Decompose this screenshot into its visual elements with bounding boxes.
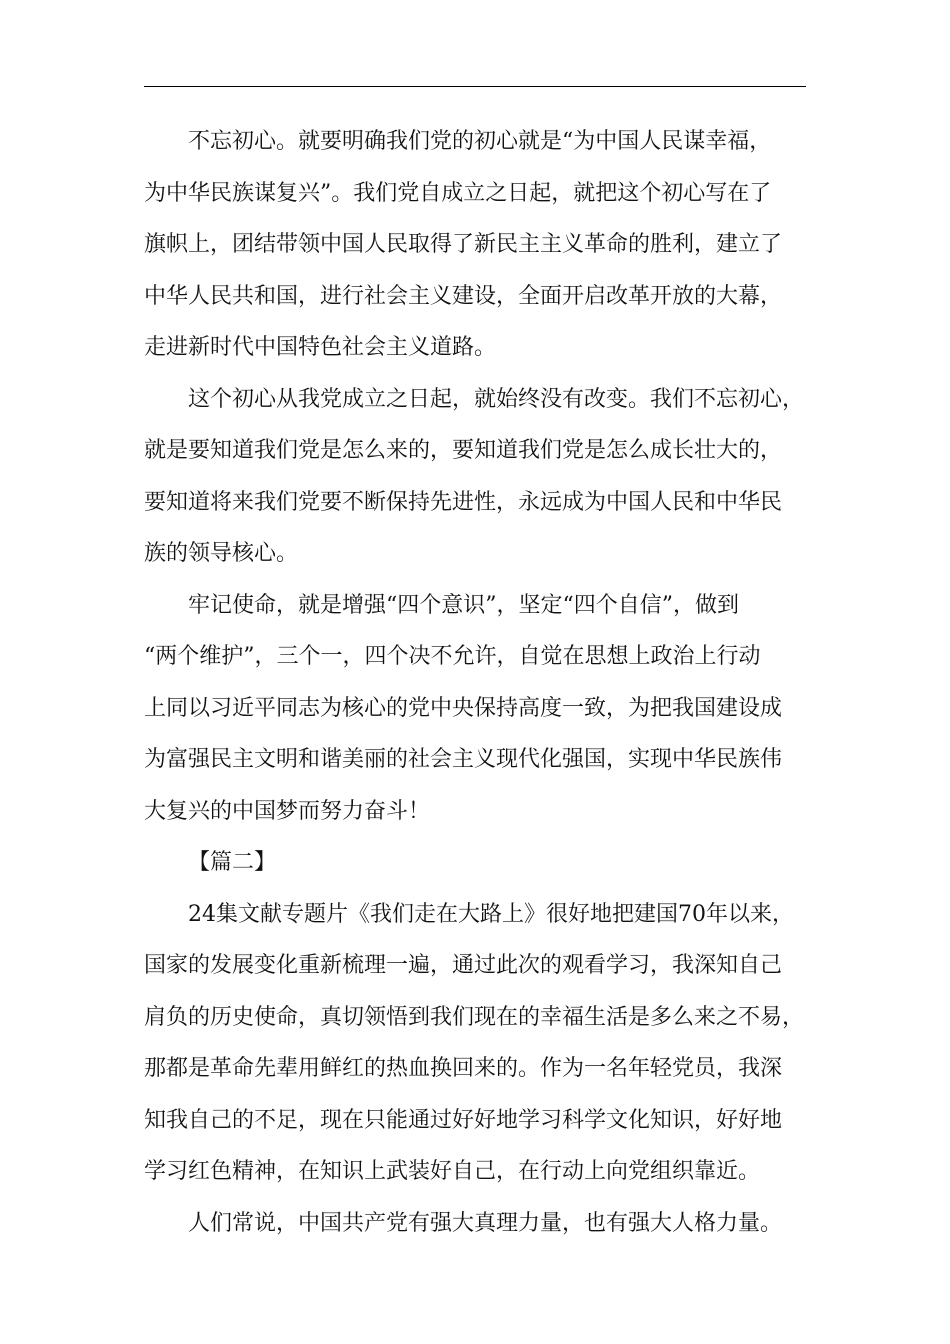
paragraph-line: 24集文献专题片《我们走在大路上》很好地把建国70年以来， bbox=[188, 901, 794, 927]
paragraph-line: 这个初心从我党成立之日起，就始终没有改变。我们不忘初心， bbox=[188, 386, 805, 412]
paragraph-line: 不忘初心。就要明确我们党的初心就是“为中国人民谋幸福， bbox=[188, 129, 772, 154]
paragraph-line: 就是要知道我们党是怎么来的，要知道我们党是怎么成长壮大的， bbox=[144, 438, 783, 463]
paragraph-line: 旗帜上，团结带领中国人民取得了新民主主义革命的胜利，建立了 bbox=[144, 232, 783, 257]
paragraph-line: 牢记使命，就是增强“四个意识”，坚定“四个自信”，做到 bbox=[188, 592, 739, 618]
paragraph-2 bbox=[144, 374, 819, 580]
document-body bbox=[144, 116, 819, 1249]
paragraph-line: 人们常说，中国共产党有强大真理力量，也有强大人格力量。 bbox=[188, 1210, 783, 1236]
paragraph-line: 那都是革命先辈用鲜红的热血换回来的。作为一名年轻党员，我深 bbox=[144, 1056, 783, 1081]
paragraph-line: 族的领导核心。 bbox=[144, 541, 299, 566]
paragraph-line: 为中华民族谋复兴”。我们党自成立之日起，就把这个初心写在了 bbox=[144, 180, 772, 206]
section-heading: 【篇二】 bbox=[188, 850, 277, 875]
paragraph-line: 走进新时代中国特色社会主义道路。 bbox=[144, 335, 497, 360]
paragraph-line: 肩负的历史使命，真切领悟到我们现在的幸福生活是多么来之不易， bbox=[144, 1004, 805, 1030]
paragraph-line: 为富强民主文明和谐美丽的社会主义现代化强国，实现中华民族伟 bbox=[144, 747, 783, 772]
paragraph-line: 中华人民共和国，进行社会主义建设，全面开启改革开放的大幕， bbox=[144, 283, 783, 309]
paragraph-line: “两个维护”，三个一，四个决不允许，自觉在思想上政治上行动 bbox=[144, 644, 761, 669]
paragraph-line: 知我自己的不足，现在只能通过好好地学习科学文化知识，好好地 bbox=[144, 1107, 783, 1133]
paragraph-4 bbox=[144, 889, 819, 1198]
paragraph-line: 要知道将来我们党要不断保持先进性，永远成为中国人民和中华民 bbox=[144, 489, 783, 515]
paragraph-line: 学习红色精神，在知识上武装好自己，在行动上向党组织靠近。 bbox=[144, 1159, 761, 1184]
paragraph-line: 大复兴的中国梦而努力奋斗！ bbox=[144, 798, 431, 824]
paragraph-3 bbox=[144, 580, 819, 838]
paragraph-line: 国家的发展变化重新梳理一遍，通过此次的观看学习，我深知自己 bbox=[144, 953, 783, 978]
paragraph-5 bbox=[144, 1198, 819, 1250]
paragraph-line: 上同以习近平同志为核心的党中央保持高度一致，为把我国建设成 bbox=[144, 695, 783, 721]
paragraph-1 bbox=[144, 116, 819, 374]
header-rule bbox=[144, 86, 806, 87]
